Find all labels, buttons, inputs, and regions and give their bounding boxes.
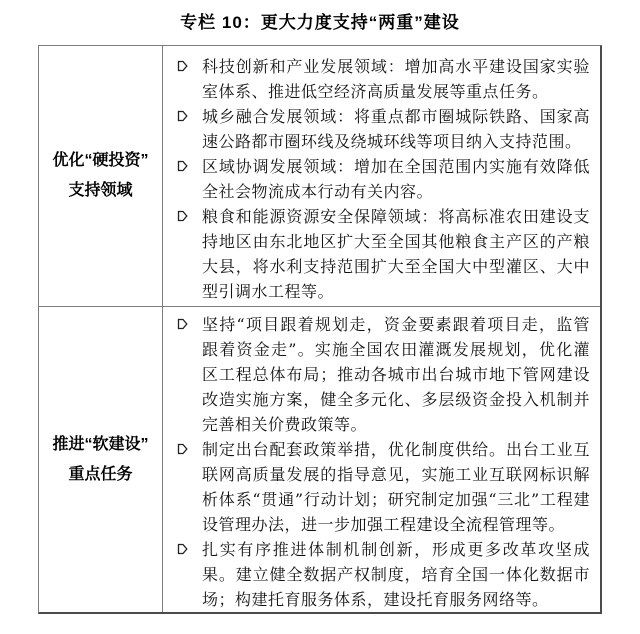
list-item: [176, 437, 590, 537]
arrow-bullet-icon: [177, 160, 188, 172]
row-header-line: 推进“软建设”: [52, 435, 149, 453]
list-item: [176, 204, 590, 304]
arrow-bullet-icon: [177, 110, 188, 122]
row-header-line: 优化“硬投资”: [52, 152, 149, 169]
row-header-soft-construction: [39, 307, 163, 612]
row-body-soft-construction: [163, 307, 600, 612]
arrow-bullet-icon: [177, 443, 188, 455]
list-item-text: 坚持“项目跟着规划走，资金要素跟着项目走，监管跟着资金走”。实施全国农田灌溉发展规划，优化灌区工程总体布局；推动各城市出台城市地下管网建设改造实施方案，健全多元化、多层级资金投入机制并完善相关价费政策等。: [202, 315, 590, 434]
list-item: [176, 104, 590, 154]
list-item-text: 区域协调发展领域：增加在全国范围内实施有效降低全社会物流成本行动有关内容。: [202, 157, 590, 201]
row-body-hard-investment: [163, 46, 600, 307]
row-header-hard-investment: [39, 46, 163, 307]
arrow-bullet-icon: [177, 210, 188, 222]
row-header-line: 支持领域: [68, 182, 133, 199]
list-item: [176, 154, 590, 204]
list-item-text: 制定出台配套政策举措，优化制度供给。出台工业互联网高质量发展的指导意见，实施工业互联网标识解析体系“贯通”行动计划；研究制定加强“三北”工程建设管理办法，进一步加强工程建设全流程管理等。: [202, 440, 590, 534]
list-item: [176, 54, 590, 104]
list-item: [176, 537, 590, 612]
arrow-bullet-icon: [177, 318, 188, 330]
list-item-text: 扎实有序推进体制机制创新，形成更多改革攻坚成果。建立健全数据产权制度，培育全国一体化数据市场；构建托育服务体系，建设托育服务网络等。: [202, 540, 590, 609]
list-item-text: 粮食和能源资源安全保障领域：将高标准农田建设支持地区由东北地区扩大至全国其他粮食主产区的产粮大县，将水利支持范围扩大至全国大中型灌区、大中型引调水工程等。: [202, 207, 590, 301]
arrow-bullet-icon: [177, 543, 188, 555]
row-header-line: 重点任务: [68, 465, 133, 483]
arrow-bullet-icon: [177, 60, 188, 72]
box-title: 专栏 10：更大力度支持“两重”建设: [180, 13, 460, 32]
list-item-text: 城乡融合发展领域：将重点都市圈城际铁路、国家高速公路都市圈环线及绕城环线等项目纳入支持范围。: [202, 107, 590, 151]
column-box-table: [38, 45, 602, 614]
list-item-text: 科技创新和产业发展领域：增加高水平建设国家实验室体系、推进低空经济高质量发展等重点任务。: [202, 57, 590, 101]
list-item: [176, 312, 590, 437]
